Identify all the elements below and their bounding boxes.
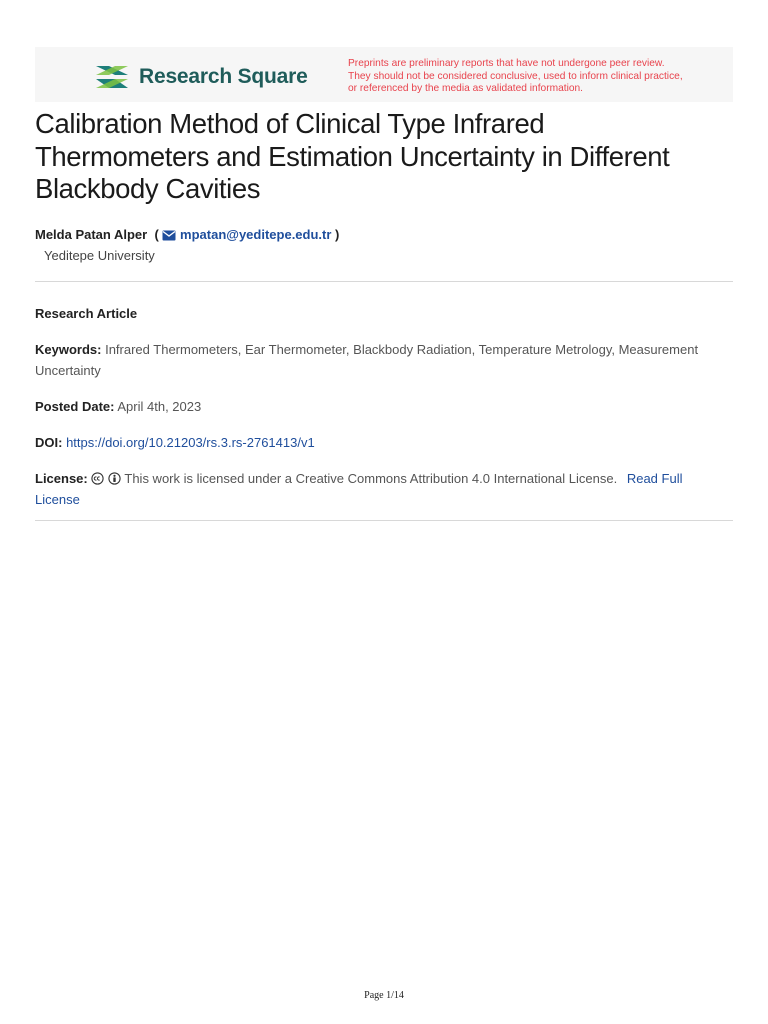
author-name: Melda Patan Alper — [35, 227, 148, 242]
title-line: Blackbody Cavities — [35, 173, 261, 204]
doi-label: DOI: — [35, 435, 63, 450]
disclaimer-line: They should not be considered conclusive, used to inform clinical practice, — [348, 70, 683, 82]
keywords-value-cont: Uncertainty — [35, 363, 101, 378]
article-type-value: Research Article — [35, 306, 138, 321]
divider — [35, 281, 733, 282]
read-full-license-link[interactable]: Read Full — [626, 471, 683, 486]
divider — [35, 520, 733, 521]
disclaimer-line: or referenced by the media as validated information. — [348, 83, 584, 95]
open-paren: ( — [150, 227, 159, 242]
page-number: Page 1/14 — [364, 990, 404, 1001]
doi-link[interactable]: https://doi.org/10.21203/rs.3.rs-2761413/v1 — [66, 435, 315, 450]
keywords — [35, 339, 735, 381]
author-email: mpatan@yeditepe.edu.tr — [180, 227, 332, 242]
license-label: License: — [35, 471, 88, 486]
license — [35, 468, 735, 510]
read-full-license-link-cont[interactable]: License — [35, 492, 80, 507]
posted-date-value: April 4th, 2023 — [117, 399, 202, 414]
by-icon — [108, 472, 121, 485]
title-line: Thermometers and Estimation Uncertainty in Different — [35, 140, 670, 172]
preprint-banner — [35, 47, 733, 102]
author-line — [35, 227, 339, 242]
research-square-logo-icon — [93, 63, 131, 91]
title-line: Calibration Method of Clinical Type Infrared — [35, 108, 545, 139]
disclaimer-line: Preprints are preliminary reports that have not undergone peer review. — [348, 58, 665, 69]
posted-date-label: Posted Date: — [35, 399, 115, 414]
keywords-value: Infrared Thermometers, Ear Thermometer, Blackbody Radiation, Temperature Metrology, Measurement — [105, 342, 699, 357]
research-square-logo[interactable] — [93, 63, 308, 91]
keywords-label: Keywords: — [35, 342, 102, 357]
posted-date — [35, 396, 735, 417]
author-affiliation: Yeditepe University — [44, 248, 155, 263]
author-email-link[interactable] — [162, 227, 335, 242]
close-paren: ) — [335, 227, 340, 242]
doi — [35, 432, 735, 453]
logo-text: Research Square — [139, 65, 308, 88]
envelope-icon — [162, 230, 176, 241]
preprint-disclaimer — [348, 58, 708, 96]
cc-icon — [91, 472, 104, 485]
license-text: This work is licensed under a Creative Commons Attribution 4.0 International License. — [124, 471, 618, 486]
article-title — [35, 108, 735, 206]
article-type — [35, 303, 735, 324]
